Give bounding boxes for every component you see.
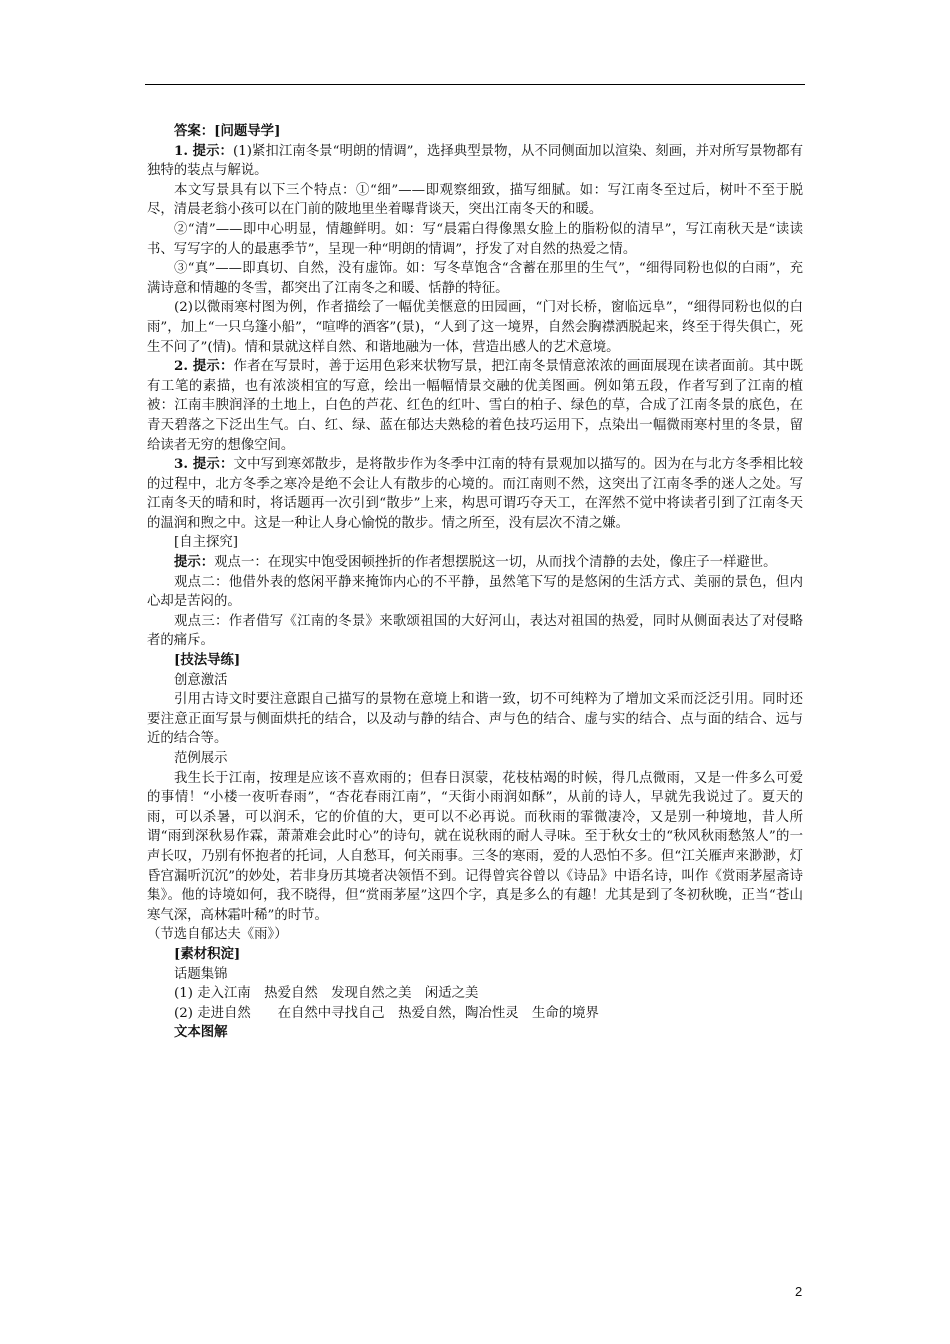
hint-label-3: 3. 提示： <box>174 456 234 473</box>
skill-text-1: 引用古诗文时要注意跟自己描写的景物在意境上和谐一致，切不可纯粹为了增加文采而泛泛引用。同时还要注意正面写景与侧面烘托的结合，以及动与静的结合、声与色的结合、虚与实的结合、点与面的结合、远与近的结合等。 <box>147 692 803 747</box>
skill-sub-2: 范例展示 <box>174 751 228 766</box>
skill-sub-1: 创意激活 <box>174 672 228 688</box>
material-sub: 话题集锦 <box>174 966 228 982</box>
view-1 <box>147 553 803 573</box>
material-item-1: (1) 走入江南 热爱自然 发现自然之美 闲适之美 <box>174 986 479 1002</box>
view-1-text: 观点一：在现实中饱受困顿挫折的作者想摆脱这一切，从而找个清静的去处，像庄子一样避世。 <box>214 555 777 571</box>
paragraph-2: 本文写景具有以下三个特点：①“细”——即观察细致，描写细腻。如：写江南冬至过后，树叶不至于脱尽，清晨老翁小孩可以在门前的陂地里坐着曝背谈天，突出江南冬天的和暖。 <box>147 182 803 218</box>
guide-heading: [问题导学] <box>214 123 281 139</box>
paragraph-1 <box>147 142 803 181</box>
paragraph-6 <box>147 357 803 455</box>
header-rule <box>145 84 805 85</box>
skill-heading-text: [技法导练] <box>174 652 241 669</box>
paragraph-7-text: 文中写到寒郊散步，是将散步作为冬季中江南的特有景观加以描写的。因为在与北方冬季相比较的过程中，北方冬季之寒冷是绝不会让人有散步的心境的。而江南则不然，这突出了江南冬季的迷人之处。写江南冬天的晴和时，将话题再一次引到“散步”上来，构思可谓巧夺天工，在浑然不觉中将读者引到了江南冬天的温润和煦之中。这是一种让人身心愉悦的散步。情之所至，没有层次不清之嫌。 <box>147 457 803 531</box>
hint-label-1: 1. 提示： <box>174 142 233 159</box>
example-text: 我生长于江南，按理是应该不喜欢雨的；但春日溟蒙，花枝枯竭的时候，得几点微雨，又是一件多么可爱的事情！“小楼一夜听春雨”，“杏花春雨江南”，“天街小雨润如酥”，从前的诗人，早就先我说过了。夏天的雨，可以杀暑，可以润禾，它的价值的大，更可以不必再说。而秋雨的霏微凄冷，又是别一种境地，昔人所谓“雨到深秋易作霖，萧萧难会此时心”的诗句，就在说秋雨的耐人寻味。至于秋女士的“秋风秋雨愁煞人”的一声长叹，乃别有怀抱者的托词，人自愁耳，何关雨事。三冬的寒雨，爱的人恐怕不多。但“江关雁声来渺渺，灯昏宫漏听沉沉”的妙处，若非身历其境者决领悟不到。记得曾宾谷曾以《诗品》中语名诗，叫作《赏雨茅屋斋诗集》。他的诗境如何，我不晓得，但“赏雨茅屋”这四个字，真是多么的有趣！尤其是到了冬初秋晚，正当“苍山寒气深，高林霜叶稀”的时节。 <box>147 770 803 923</box>
paragraph-6-text: 作者在写景时，善于运用色彩来状物写景，把江南冬景情意浓浓的画面展现在读者面前。其中既有工笔的素描，也有浓淡相宜的写意，绘出一幅幅情景交融的优美图画。例如第五段，作者写到了江南的植被：江南丰腴润泽的土地上，白色的芦花、红色的红叶、雪白的柏子、绿色的草，合成了江南冬景的底色，在青天碧落之下泛出生气。白、红、绿、蓝在郁达夫熟稔的着色技巧运用下，点染出一幅微雨寒村里的冬景，留给读者无穷的想像空间。 <box>147 359 803 453</box>
material-heading <box>147 945 803 965</box>
page-number: 2 <box>795 1284 803 1299</box>
explore-heading: [自主探究] <box>174 535 239 551</box>
hint-label-2: 2. 提示： <box>174 358 234 375</box>
paragraph-5: (2)以微雨寒村图为例，作者描绘了一幅优美惬意的田园画，“门对长桥，窗临远阜”，“细得同粉也似的白雨”，加上“一只乌篷小船”，“喧哗的酒客”(景)，“人到了这一境界，自然会胸襟洒脱起来，终至于得失俱亡，死生不问了”(情)。情和景就这样自然、和谐地融为一体，营造出感人的艺术意境。 <box>147 300 803 355</box>
view-3: 观点三：作者借写《江南的冬景》来歌颂祖国的大好河山，表达对祖国的热爱，同时从侧面表达了对侵略者的痛斥。 <box>147 613 803 649</box>
view-2: 观点二：他借外表的悠闲平静来掩饰内心的不平静，虽然笔下写的是悠闲的生活方式、美丽的景色，但内心却是苦闷的。 <box>147 574 803 610</box>
material-heading-text: [素材积淀] <box>174 945 241 962</box>
example-source: （节选自郁达夫《雨》） <box>147 927 288 943</box>
paragraph-7 <box>147 455 803 533</box>
text-diagram-heading: 文本图解 <box>174 1024 228 1041</box>
skill-heading <box>147 651 803 671</box>
answer-label: 答案： <box>174 123 215 139</box>
material-item-2: (2) 走进自然 在自然中寻找自己 热爱自然，陶冶性灵 生命的境界 <box>174 1005 599 1021</box>
paragraph-4: ③“真”——即真切、自然，没有虚饰。如：写冬草饱含“含蓄在那里的生气”，“细得同粉也似的白雨”，充满诗意和情趣的冬雪，都突出了江南冬之和暖、恬静的特征。 <box>147 261 803 296</box>
answer-heading <box>147 122 803 142</box>
document-body <box>147 122 803 1043</box>
paragraph-1-text: (1)紧扣江南冬景“明朗的情调”，选择典型景物，从不同侧面加以渲染、刻画，并对所写景物都有独特的装点与解说。 <box>147 143 803 179</box>
paragraph-3: ②“清”——即中心明显，情趣鲜明。如：写“晨霜白得像黑女脸上的脂粉似的清早”，写江南秋天是“读读书、写写字的人的最惠季节”，呈现一种“明朗的情调”，抒发了对自然的热爱之情。 <box>147 221 803 257</box>
explore-hint-label: 提示： <box>174 554 215 571</box>
